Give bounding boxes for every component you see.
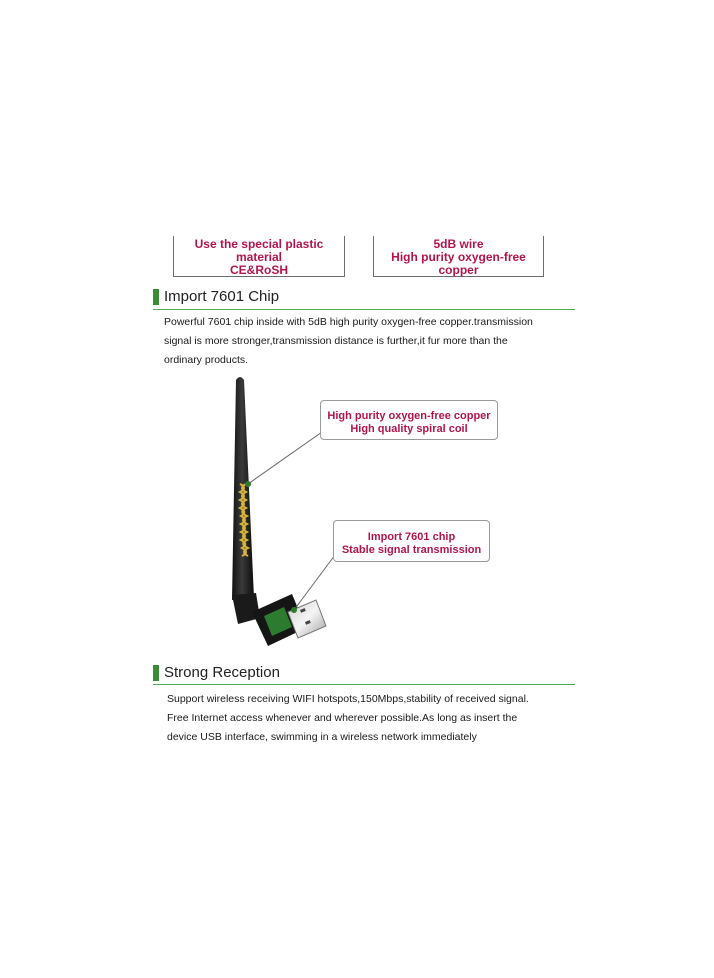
wire-line2: High purity oxygen-free copper — [391, 250, 526, 277]
coil-leader-line — [248, 432, 322, 484]
coil-pointer-dot — [245, 481, 251, 487]
reception-description-line: device USB interface, swimming in a wireless network immediately — [167, 731, 477, 743]
chip-callout-line2: Stable signal transmission — [341, 544, 482, 556]
plastic-material-line2: CE&RoSH — [229, 263, 288, 277]
reception-description-line: Support wireless receiving WIFI hotspots,150Mbps,stability of received signal. — [167, 693, 529, 705]
chip-description-line: signal is more stronger,transmission distance is further,it fur more than the — [164, 335, 508, 347]
section-divider — [153, 684, 575, 685]
plastic-material-line1: Use the special plastic material — [194, 237, 324, 264]
wire-line1: 5dB wire — [433, 237, 484, 251]
chip-callout — [333, 520, 490, 562]
chip-description-line: Powerful 7601 chip inside with 5dB high purity oxygen-free copper.transmission — [164, 316, 533, 328]
reception-section-title: Strong Reception — [164, 664, 280, 681]
chip-callout-line1: Import 7601 chip — [367, 531, 456, 543]
reception-description-line: Free Internet access whenever and wherever possible.As long as insert the — [167, 712, 518, 724]
coil-callout — [320, 400, 498, 440]
chip-section-title: Import 7601 Chip — [164, 288, 280, 305]
reception-section-header — [153, 664, 280, 681]
chip-pointer-dot — [291, 607, 297, 613]
coil-callout-line2: High quality spiral coil — [350, 423, 468, 435]
coil-callout-line1: High purity oxygen-free copper — [327, 410, 491, 422]
section-marker — [153, 665, 159, 681]
chip-description-line: ordinary products. — [164, 354, 249, 366]
reception-description — [167, 690, 587, 747]
